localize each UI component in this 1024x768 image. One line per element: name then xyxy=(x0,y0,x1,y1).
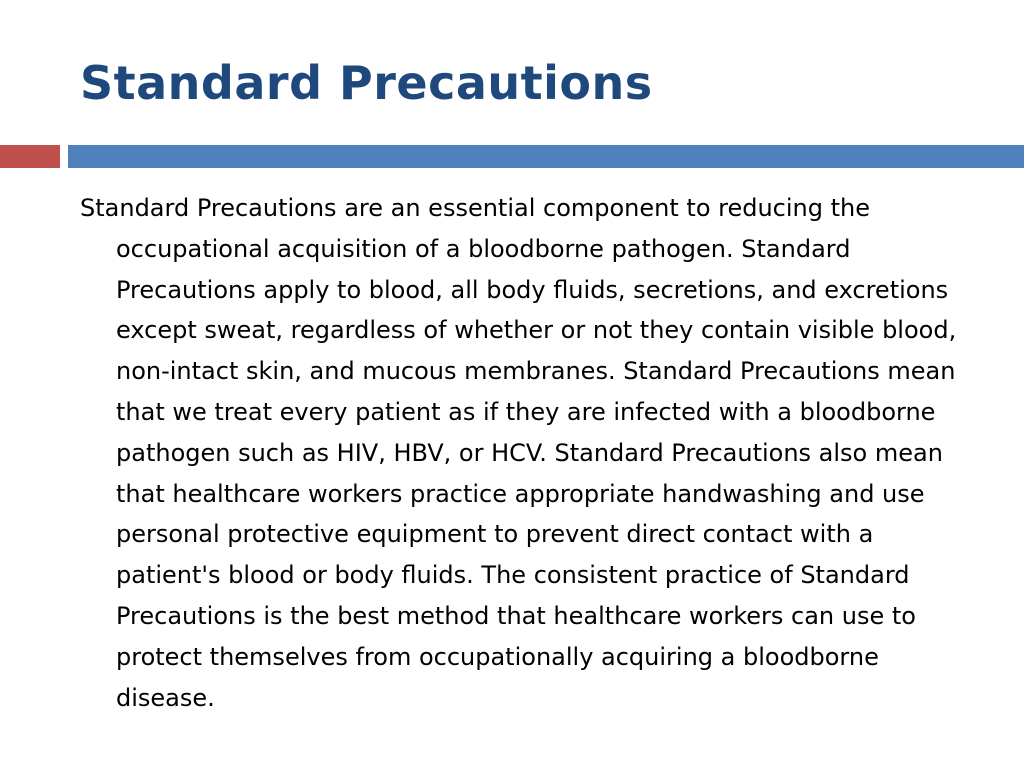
title-accent-bar-blue xyxy=(68,145,1024,168)
body-paragraph: Standard Precautions are an essential component to reducing the occupational acquisition of a bloodborne pathogen. Standard Precautions apply to blood, all body fluids, secretions, and excretions except sweat, regardless of whether or not they contain visible blood, non-intact skin, and mucous membranes. Standard Precautions mean that we treat every patient as if they are infected with a bloodborne pathogen such as HIV, HBV, or HCV. Standard Precautions also mean that healthcare workers practice appropriate handwashing and use personal protective equipment to prevent direct contact with a patient's blood or body fluids. The consistent practice of Standard Precautions is the best method that healthcare workers can use to protect themselves from occupationally acquiring a bloodborne disease. xyxy=(80,194,957,712)
title-accent-bar-red xyxy=(0,145,60,168)
slide-title: Standard Precautions xyxy=(80,56,653,110)
